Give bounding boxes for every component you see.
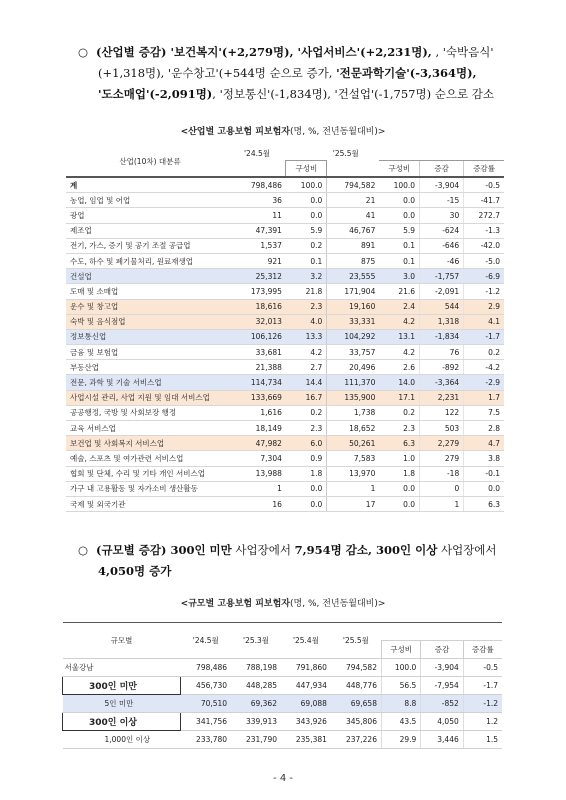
heading-size-change: (규모별 증감) — [96, 543, 171, 557]
cell-value: 2,279 — [420, 436, 464, 451]
cell-value: 13.3 — [286, 329, 327, 344]
row-label — [63, 659, 181, 677]
cell-value: 339,913 — [231, 713, 281, 731]
header-category: 산업(10차) 대분류 — [66, 146, 234, 177]
table-row — [66, 238, 504, 253]
cell-value: 4.2 — [286, 345, 327, 360]
under-300-text: 300인 미만 — [170, 543, 232, 557]
cell-value: 41 — [327, 208, 380, 223]
cell-value: 17.1 — [379, 390, 419, 405]
cell-value: 794,582 — [331, 659, 382, 677]
row-category: 건설업 — [66, 269, 234, 284]
row-category: 국제 및 외국기관 — [66, 496, 234, 511]
cell-value: 233,780 — [181, 731, 232, 749]
cell-value: 21,388 — [234, 360, 286, 375]
cell-value: 30 — [420, 208, 464, 223]
row-category: 숙박 및 음식점업 — [66, 314, 234, 329]
cell-value: 100.0 — [286, 177, 327, 193]
table-row — [66, 193, 504, 208]
cell-value: 0.0 — [286, 208, 327, 223]
row-category: 가구 내 고용활동 및 자가소비 생산활동 — [66, 481, 234, 496]
row-label-text: 300인 이상 — [89, 718, 138, 728]
cell-value: 235,381 — [281, 731, 331, 749]
cell-value: 18,616 — [234, 299, 286, 314]
cell-value: 3.8 — [464, 451, 504, 466]
cell-value: 503 — [420, 421, 464, 436]
table-row — [63, 713, 503, 731]
cell-value: -1.7 — [464, 329, 504, 344]
cell-value: 104,292 — [327, 329, 380, 344]
cell-value: 1 — [234, 481, 286, 496]
cell-value: 7,583 — [327, 451, 380, 466]
cell-value: 19,160 — [327, 299, 380, 314]
table-row — [63, 677, 503, 695]
row-category: 수도, 하수 및 폐기물처리, 원료재생업 — [66, 253, 234, 268]
cell-value: 1,616 — [234, 405, 286, 420]
cell-value: 456,730 — [181, 677, 232, 695]
cell-value: 43.5 — [381, 713, 420, 731]
cell-value: 891 — [327, 238, 380, 253]
caption-title: <산업별 고용보험 피보험자 — [180, 127, 291, 137]
cell-value: 0.9 — [286, 451, 327, 466]
cell-value: 18,652 — [327, 421, 380, 436]
cell-value: 0.2 — [379, 405, 419, 420]
cell-value: 0.2 — [286, 238, 327, 253]
cell-value: 448,776 — [331, 677, 382, 695]
cell-value: 23,555 — [327, 269, 380, 284]
size-table-caption — [0, 596, 566, 609]
cell-value: 2.4 — [379, 299, 419, 314]
header-share-2025: 구성비 — [379, 161, 419, 177]
increase-4050-text: 4,050명 증가 — [98, 564, 172, 578]
cell-value: 3.2 — [286, 269, 327, 284]
row-label-text: 5인 미만 — [104, 699, 134, 708]
cell-value: 3.0 — [379, 269, 419, 284]
row-label — [63, 731, 181, 749]
row-category: 계 — [66, 177, 234, 193]
cell-value: 16 — [234, 496, 286, 511]
cell-value: 69,362 — [231, 695, 281, 713]
table-row — [66, 390, 504, 405]
size-table — [62, 622, 502, 749]
table-row — [66, 345, 504, 360]
cell-value: -1.2 — [464, 284, 504, 299]
increase-items-text-3: (+1,318명), '운수창고'(+544명 순으로 증가, — [98, 66, 337, 80]
cell-value: 4.1 — [464, 314, 504, 329]
heading-industry-change: (산업별 증감) — [96, 45, 171, 59]
row-category: 협회 및 단체, 수리 및 기타 개인 서비스업 — [66, 466, 234, 481]
cell-value: 2.6 — [379, 360, 419, 375]
cell-value: 21.6 — [379, 284, 419, 299]
cell-value: 122 — [420, 405, 464, 420]
cell-value: 2.3 — [286, 421, 327, 436]
bullet-circle: ○ — [78, 45, 89, 59]
table-row — [66, 329, 504, 344]
cell-value: 1,537 — [234, 238, 286, 253]
cell-value: 1.2 — [463, 713, 502, 731]
cell-value: 1 — [420, 496, 464, 511]
cell-value: 25,312 — [234, 269, 286, 284]
cell-value: 794,582 — [327, 177, 380, 193]
cell-value: -18 — [420, 466, 464, 481]
size-change-text: 7,954명 감소, 300인 이상 — [294, 543, 438, 557]
cell-value: 14.4 — [286, 375, 327, 390]
table-row — [66, 208, 504, 223]
cell-value: 343,926 — [281, 713, 331, 731]
cell-value: 173,995 — [234, 284, 286, 299]
cell-value: 7.5 — [464, 405, 504, 420]
cell-value: 345,806 — [331, 713, 382, 731]
cell-value: 2.7 — [286, 360, 327, 375]
increase-items-text-2: , '숙박음식' — [431, 45, 494, 59]
header-change: 증감 — [420, 161, 464, 177]
row-category: 부동산업 — [66, 360, 234, 375]
row-category: 예술, 스포츠 및 여가관련 서비스업 — [66, 451, 234, 466]
cell-value: 0.2 — [464, 345, 504, 360]
row-category: 도매 및 소매업 — [66, 284, 234, 299]
cell-value: -42.0 — [464, 238, 504, 253]
cell-value: 11 — [234, 208, 286, 223]
cell-value: 1,738 — [327, 405, 380, 420]
table-row — [66, 451, 504, 466]
cell-value: -1,834 — [420, 329, 464, 344]
table-row — [66, 405, 504, 420]
cell-value: 2.3 — [379, 421, 419, 436]
cell-value: 47,982 — [234, 436, 286, 451]
cell-value: 111,370 — [327, 375, 380, 390]
cell-value: -1.2 — [463, 695, 502, 713]
cell-value: 16.7 — [286, 390, 327, 405]
cell-value: 20,496 — [327, 360, 380, 375]
cell-value: -7,954 — [421, 677, 463, 695]
cell-value: 135,900 — [327, 390, 380, 405]
table-row — [66, 284, 504, 299]
cell-value: -1.3 — [464, 223, 504, 238]
row-label — [63, 713, 181, 731]
industry-table-caption — [0, 124, 566, 137]
row-category: 사업시설 관리, 사업 지원 및 임대 서비스업 — [66, 390, 234, 405]
cell-value: 0.2 — [286, 405, 327, 420]
cell-value: 798,486 — [181, 659, 232, 677]
table-row — [66, 360, 504, 375]
cell-value: 133,669 — [234, 390, 286, 405]
cell-value: -0.1 — [464, 466, 504, 481]
row-category: 공공행정, 국방 및 사회보장 행정 — [66, 405, 234, 420]
cell-value: 33,681 — [234, 345, 286, 360]
cell-value: -646 — [420, 238, 464, 253]
cell-value: 0.0 — [286, 481, 327, 496]
cell-value: 114,734 — [234, 375, 286, 390]
cell-value: 1,318 — [420, 314, 464, 329]
cell-value: -892 — [420, 360, 464, 375]
cell-value: 544 — [420, 299, 464, 314]
cell-value: 69,658 — [331, 695, 382, 713]
table-row — [66, 299, 504, 314]
bullet-circle: ○ — [78, 543, 89, 557]
cell-value: -3,364 — [420, 375, 464, 390]
row-category: 정보통신업 — [66, 329, 234, 344]
cell-value: -0.5 — [464, 177, 504, 193]
cell-value: 76 — [420, 345, 464, 360]
cell-value: -4.2 — [464, 360, 504, 375]
cell-value: 21.8 — [286, 284, 327, 299]
cell-value: 18,149 — [234, 421, 286, 436]
cell-value: 6.3 — [379, 436, 419, 451]
header-rate: 증감률 — [463, 641, 502, 659]
cell-value: 791,860 — [281, 659, 331, 677]
cell-value: -1.7 — [463, 677, 502, 695]
cell-value: 0.0 — [379, 481, 419, 496]
cell-value: 46,767 — [327, 223, 380, 238]
cell-value: -0.5 — [463, 659, 502, 677]
cell-value: 0.0 — [286, 193, 327, 208]
cell-value: 2,231 — [420, 390, 464, 405]
cell-value: 33,757 — [327, 345, 380, 360]
table-row — [66, 436, 504, 451]
cell-value: 6.3 — [464, 496, 504, 511]
cell-value: -6.9 — [464, 269, 504, 284]
decrease-items-text-2: '도소매업'(-2,091명) — [98, 87, 213, 101]
cell-value: 2.8 — [464, 421, 504, 436]
header-2025: '25.5월 — [332, 148, 359, 158]
increase-items-text: '보건복지'(+2,279명), '사업서비스'(+2,231명), — [170, 45, 432, 59]
table-row — [66, 223, 504, 238]
header-size: 규모별 — [63, 623, 181, 659]
cell-value: -1,757 — [420, 269, 464, 284]
row-category: 광업 — [66, 208, 234, 223]
cell-value: 0.1 — [379, 253, 419, 268]
header-c2: '25.3월 — [231, 623, 281, 659]
cell-value: 237,226 — [331, 731, 382, 749]
cell-value: -5.0 — [464, 253, 504, 268]
page-number: - 4 - — [273, 773, 293, 784]
table-row — [66, 253, 504, 268]
caption-title: <규모별 고용보험 피보험자 — [180, 599, 291, 609]
row-label — [63, 677, 181, 695]
caption-units: (명, %, 전년동월대비)> — [290, 127, 386, 137]
cell-value: 1.5 — [463, 731, 502, 749]
size-summary-paragraph — [78, 540, 518, 582]
table-row — [66, 375, 504, 390]
header-c3: '25.4월 — [281, 623, 331, 659]
table-row — [66, 466, 504, 481]
industry-table — [66, 146, 504, 512]
cell-value: 921 — [234, 253, 286, 268]
cell-value: -41.7 — [464, 193, 504, 208]
cell-value: 21 — [327, 193, 380, 208]
cell-value: 36 — [234, 193, 286, 208]
cell-value: 13,970 — [327, 466, 380, 481]
row-label-text: 1,000인 이상 — [104, 735, 151, 744]
cell-value: 100.0 — [379, 177, 419, 193]
cell-value: 0.0 — [286, 496, 327, 511]
cell-value: -624 — [420, 223, 464, 238]
cell-value: 3,446 — [421, 731, 463, 749]
cell-value: 0.0 — [379, 193, 419, 208]
table-row — [63, 695, 503, 713]
cell-value: 17 — [327, 496, 380, 511]
cell-value: 56.5 — [381, 677, 420, 695]
cell-value: 5.9 — [379, 223, 419, 238]
cell-value: -3,904 — [421, 659, 463, 677]
cell-value: 14.0 — [379, 375, 419, 390]
row-label-text: 300인 미만 — [89, 682, 138, 692]
cell-value: 447,934 — [281, 677, 331, 695]
decrease-items-text: '전문과학기술'(-3,364명), — [336, 66, 477, 80]
cell-value: 1.7 — [464, 390, 504, 405]
table-row — [63, 731, 503, 749]
row-category: 농업, 임업 및 어업 — [66, 193, 234, 208]
cell-value: 4.7 — [464, 436, 504, 451]
caption-units: (명, %, 전년동월대비)> — [290, 599, 386, 609]
cell-value: 13.1 — [379, 329, 419, 344]
cell-value: 788,198 — [231, 659, 281, 677]
size-text-1: 사업장에서 — [231, 543, 295, 557]
cell-value: 106,126 — [234, 329, 286, 344]
cell-value: 0.1 — [286, 253, 327, 268]
cell-value: -2.9 — [464, 375, 504, 390]
cell-value: -3,904 — [420, 177, 464, 193]
header-c1: '24.5월 — [181, 623, 232, 659]
cell-value: 448,285 — [231, 677, 281, 695]
cell-value: 4.2 — [379, 345, 419, 360]
table-row — [66, 269, 504, 284]
table-row — [66, 314, 504, 329]
cell-value: -15 — [420, 193, 464, 208]
size-text-2: 사업장에서 — [437, 543, 497, 557]
cell-value: 231,790 — [231, 731, 281, 749]
table-row — [63, 659, 503, 677]
industry-summary-paragraph — [78, 42, 518, 105]
cell-value: 875 — [327, 253, 380, 268]
row-category: 금융 및 보험업 — [66, 345, 234, 360]
cell-value: 7,304 — [234, 451, 286, 466]
row-category: 운수 및 창고업 — [66, 299, 234, 314]
cell-value: 70,510 — [181, 695, 232, 713]
cell-value: 0.1 — [379, 238, 419, 253]
table-row — [66, 177, 504, 193]
header-c4: '25.5월 — [331, 623, 382, 659]
cell-value: 100.0 — [381, 659, 420, 677]
cell-value: 69,088 — [281, 695, 331, 713]
cell-value: 13,988 — [234, 466, 286, 481]
cell-value: 4,050 — [421, 713, 463, 731]
header-share: 구성비 — [381, 641, 420, 659]
cell-value: 341,756 — [181, 713, 232, 731]
cell-value: -852 — [421, 695, 463, 713]
cell-value: 798,486 — [234, 177, 286, 193]
row-category: 전기, 가스, 증기 및 공기 조절 공급업 — [66, 238, 234, 253]
cell-value: 8.8 — [381, 695, 420, 713]
cell-value: 2.3 — [286, 299, 327, 314]
decrease-items-text-3: , '정보통신'(-1,834명), '건설업'(-1,757명) 순으로 감소 — [212, 87, 494, 101]
row-category: 교육 서비스업 — [66, 421, 234, 436]
cell-value: 1.0 — [379, 451, 419, 466]
cell-value: 2.9 — [464, 299, 504, 314]
cell-value: 1.8 — [379, 466, 419, 481]
row-label-text: 서울강남 — [64, 663, 94, 672]
header-share-2024: 구성비 — [286, 161, 327, 177]
table-row — [66, 496, 504, 511]
header-rate: 증감률 — [464, 161, 504, 177]
cell-value: 0 — [420, 481, 464, 496]
cell-value: 4.2 — [379, 314, 419, 329]
header-change: 증감 — [421, 641, 463, 659]
row-label — [63, 695, 181, 713]
cell-value: 0.0 — [379, 208, 419, 223]
cell-value: 171,904 — [327, 284, 380, 299]
cell-value: 47,391 — [234, 223, 286, 238]
cell-value: 50,261 — [327, 436, 380, 451]
cell-value: 6.0 — [286, 436, 327, 451]
cell-value: -46 — [420, 253, 464, 268]
cell-value: 5.9 — [286, 223, 327, 238]
table-row — [66, 481, 504, 496]
header-2024: '24.5월 — [244, 148, 271, 158]
cell-value: 272.7 — [464, 208, 504, 223]
cell-value: 4.0 — [286, 314, 327, 329]
cell-value: 33,331 — [327, 314, 380, 329]
cell-value: -2,091 — [420, 284, 464, 299]
cell-value: 1.8 — [286, 466, 327, 481]
row-category: 전문, 과학 및 기술 서비스업 — [66, 375, 234, 390]
cell-value: 0.0 — [379, 496, 419, 511]
cell-value: 0.0 — [464, 481, 504, 496]
table-row — [66, 421, 504, 436]
cell-value: 1 — [327, 481, 380, 496]
row-category: 제조업 — [66, 223, 234, 238]
cell-value: 279 — [420, 451, 464, 466]
row-category: 보건업 및 사회복지 서비스업 — [66, 436, 234, 451]
cell-value: 32,013 — [234, 314, 286, 329]
cell-value: 29.9 — [381, 731, 420, 749]
